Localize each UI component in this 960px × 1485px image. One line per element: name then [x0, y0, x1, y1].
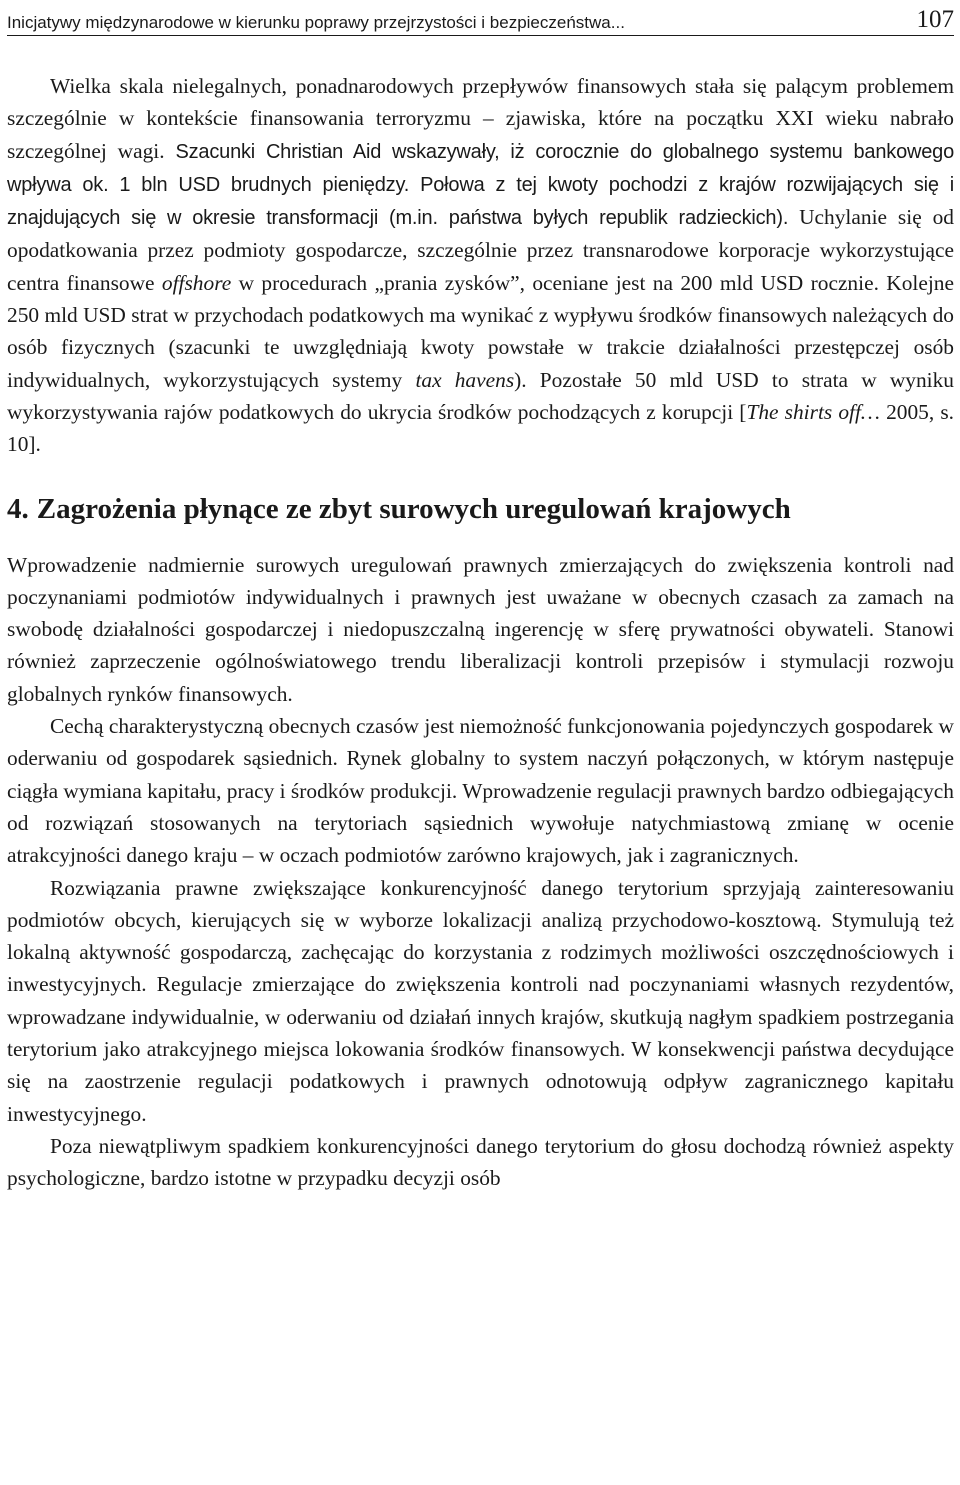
paragraph-global-market: Cechą charakterystyczną obecnych czasów jest niemożność funkcjonowania pojedynczych gospodarek w oderwaniu od gospodarek sąsiednich. Rynek globalny to system naczyń połączonych, w którym następuje ciągła wymiana kapitału, pracy i środków produkcji. Wprowadzenie regulacji prawnych bardzo odbiegających od rozwiązań stosowanych na terytoriach sąsiednich wywołuje natychmiastową zmianę w ocenie atrakcyjności danego kraju – w oczach podmiotów zarówno krajowych, jak i zagranicznych.	[7, 714, 954, 868]
paragraph-text-christian-aid: Szacunki Christian Aid wskazywały, iż corocznie do globalnego systemu bankowego wpływa ok. 1 bln USD brudnych pieniędzy. Połowa z tej kwoty pochodzi z krajów rozwijających się i znajdujących się w okresie transformacji (m.in. państwa byłych republik radzieckich).	[7, 140, 955, 230]
paragraph-competitiveness: Rozwiązania prawne zwiększające konkurencyjność danego terytorium sprzyjają zainteresowaniu podmiotów obcych, kierujących się w wyborze lokalizacji analizą przychodowo-kosztową. Stymulują też lokalną aktywność gospodarczą, zachęcając do korzystania z rodzimych możliwości oszczędnościowych i inwestycyjnych. Regulacje zmierzające do zwiększenia kontroli nad poczynaniami własnych rezydentów, wprowadzane indywidualnie, w oderwaniu od działań innych krajów, skutkują nagłym spadkiem postrzegania terytorium jako atrakcyjnego miejsca lokowania środków finansowych. W konsekwencji państwa decydujące się na zaostrzenie regulacji podatkowych i prawnych odnotowują odpływ zagranicznego kapitału inwestycyjnego.	[7, 875, 954, 1126]
paragraph-text: w procedurach „prania zysków”, oceniane jest na 200 mld USD rocznie. Kolejne 250 mld USD strat w przychodach podatkowych ma wynikać z wypływu środków finansowych należących do osób fizycznych (szacunki te uwzględniają kwoty powstałe w trakcie działalności przestępczej osób indywidualnych, wykorzystujących systemy	[7, 270, 954, 392]
paragraph-psychological-aspects: Poza niewątpliwym spadkiem konkurencyjności danego terytorium do głosu dochodzą również aspekty psychologiczne, bardzo istotne w przypadku decyzji osób	[7, 1133, 954, 1191]
paragraph-text: Wielka skala nielegalnych, ponadnarodowych przepływów finansowych stała się palącym problemem szczególnie w kontekście finansowania terroryzmu – zjawiska, które na początku XXI wieku nabrało szczególnej wagi.	[7, 74, 954, 163]
section-number: 4.	[7, 492, 29, 525]
running-header	[7, 0, 954, 36]
citation-title: The shirts off…	[746, 399, 880, 424]
book-page	[7, 0, 954, 1195]
citation-text: 2005, s. 10].	[7, 399, 954, 457]
running-title: Inicjatywy międzynarodowe w kierunku poprawy przejrzystości i bezpieczeństwa...	[7, 13, 625, 32]
page-number: 107	[916, 6, 954, 33]
paragraph-regulations: Wprowadzenie nadmiernie surowych uregulowań prawnych zmierzających do zwiększenia kontroli nad poczynaniami podmiotów indywidualnych i prawnych jest uważane w obecnych czasach za zamach na swobodę działalności gospodarczej i niedopuszczalną ingerencję w sferę prywatności obywateli. Stanowi również zaprzeczenie ogólnoświatowego trendu liberalizacji kontroli przepisów i stymulacji rozwoju globalnych rynków finansowych.	[7, 552, 954, 706]
body-text	[7, 70, 954, 1195]
paragraph-illicit-flows	[7, 70, 954, 461]
paragraph-text: Uchylanie się od opodatkowania przez podmioty gospodarcze, szczególnie przez transnarodowe korporacje wykorzystujące centra finansowe	[7, 205, 954, 295]
section-title: Zagrożenia płynące ze zbyt surowych uregulowań krajowych	[36, 492, 791, 525]
italic-term-tax-havens: tax havens	[415, 367, 515, 392]
section-heading	[7, 491, 954, 527]
italic-term-offshore: offshore	[161, 270, 232, 295]
paragraph-text: ). Pozostałe 50 mld USD to strata w wyniku wykorzystywania rajów podatkowych do ukrycia środków pochodzących z korupcji [	[7, 367, 954, 424]
